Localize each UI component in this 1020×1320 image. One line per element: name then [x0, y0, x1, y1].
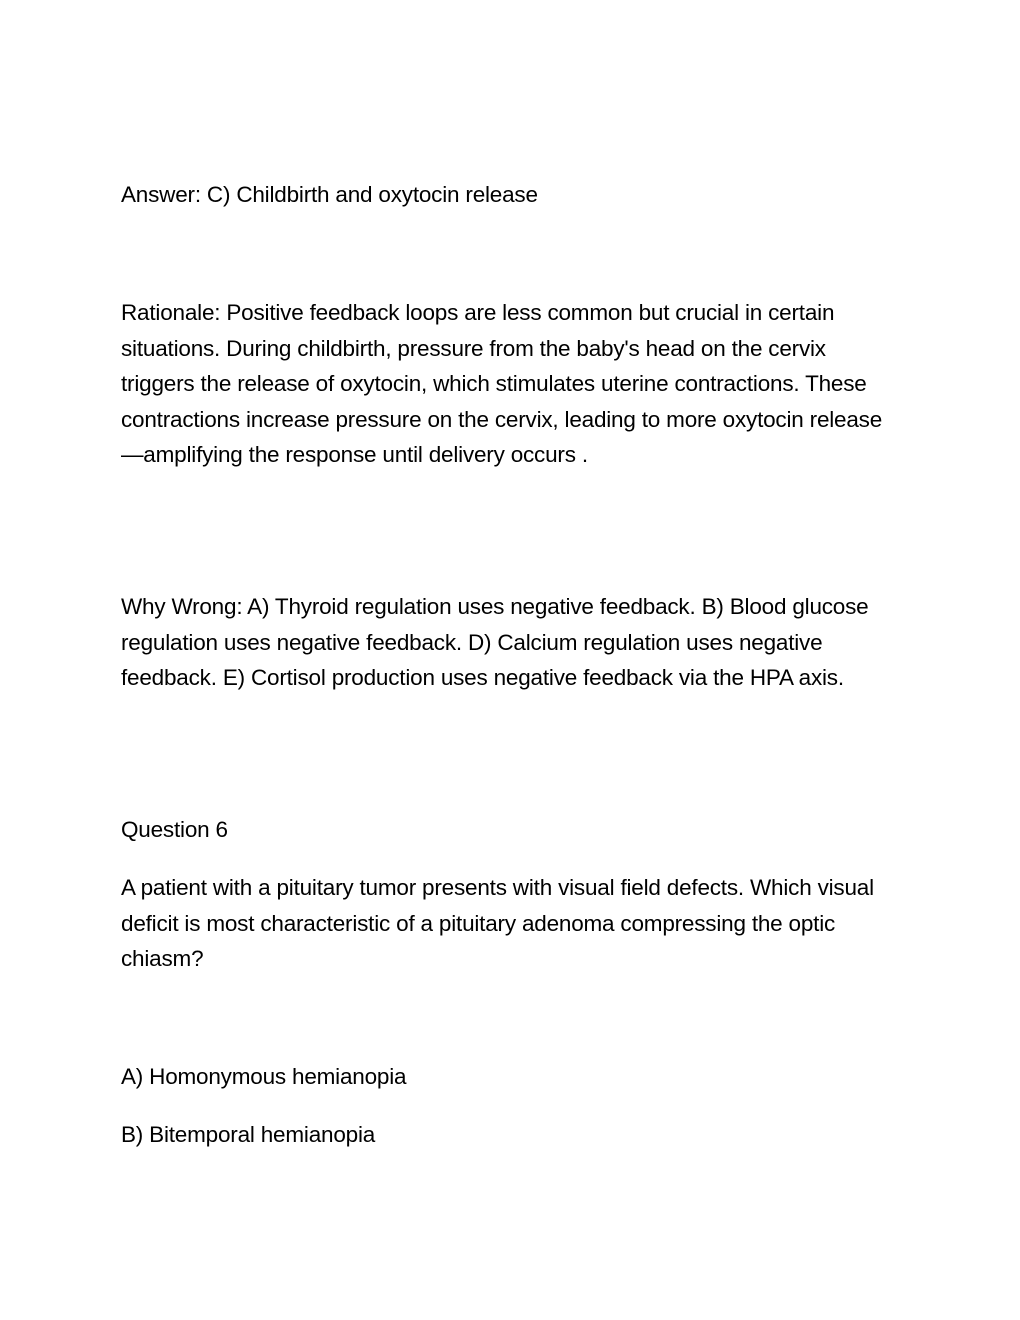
answer-text: Answer: C) Childbirth and oxytocin release	[121, 182, 538, 207]
question-heading: Question 6	[121, 817, 228, 842]
option-b: B) Bitemporal hemianopia	[121, 1122, 376, 1147]
option-a: A) Homonymous hemianopia	[121, 1064, 407, 1089]
why-wrong-text: Why Wrong: A) Thyroid regulation uses negative feedback. B) Blood glucose regulation uses negative feedback. D) Calcium regulation uses negative feedback. E) Cortisol production uses negative feedback via the HPA axis.	[121, 594, 869, 690]
rationale-text: Rationale: Positive feedback loops are less common but crucial in certain situations. During childbirth, pressure from the baby's head on the cervix triggers the release of oxytocin, which stimulates uterine contractions. These contractions increase pressure on the cervix, leading to more oxytocin release—amplifying the response until delivery occurs .	[121, 300, 883, 467]
question-text: A patient with a pituitary tumor presents with visual field defects. Which visual deficit is most characteristic of a pituitary adenoma compressing the optic chiasm?	[121, 875, 874, 971]
